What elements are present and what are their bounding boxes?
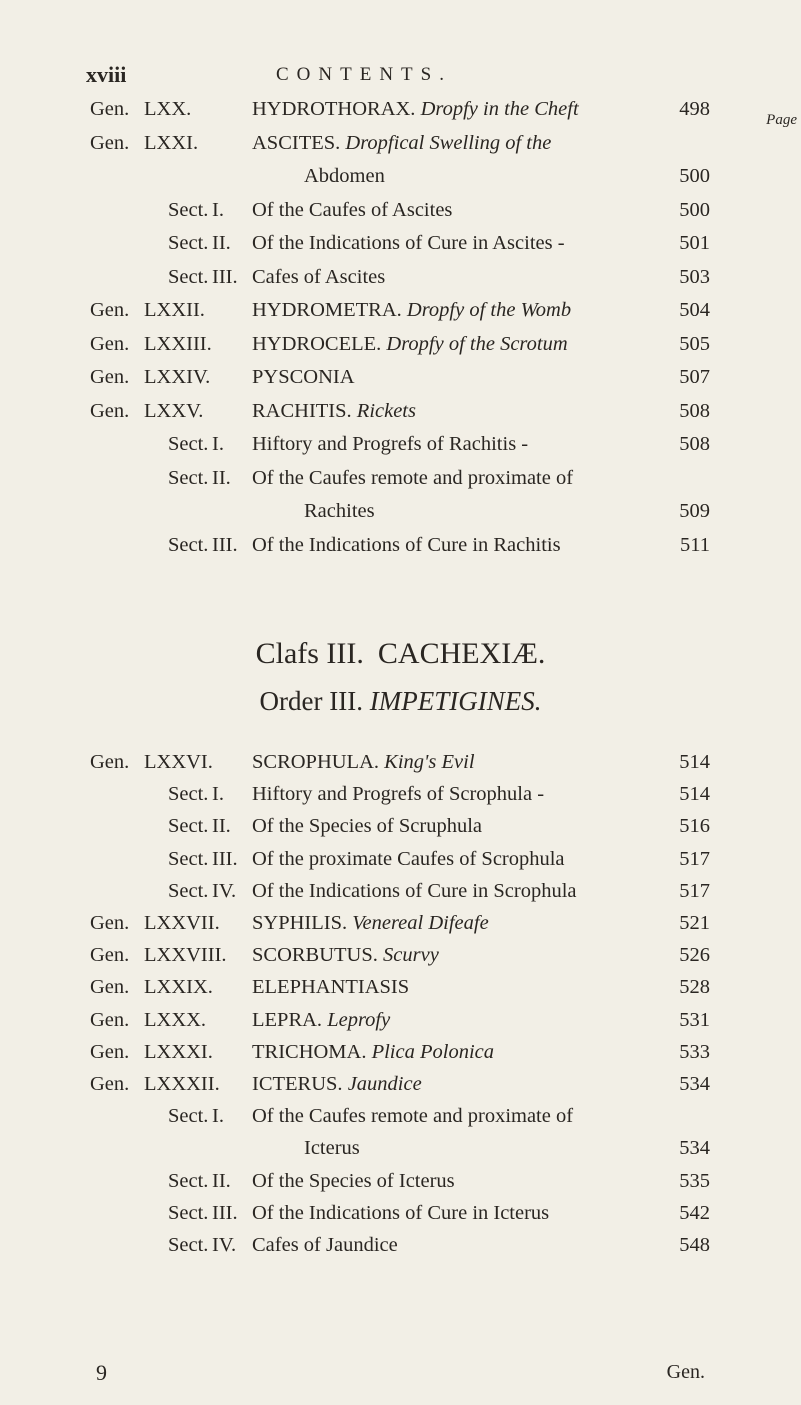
genus-title <box>252 1007 390 1033</box>
genus-label: Gen. <box>90 399 130 422</box>
genus-english-name: Venereal Difeafe <box>352 912 489 934</box>
genus-label: Gen. <box>90 912 130 934</box>
genus-label: Gen. <box>90 98 130 120</box>
page-number: 500 <box>679 165 710 187</box>
section-label: Sect. <box>168 1201 209 1224</box>
page-number: 534 <box>679 1073 710 1095</box>
section-number: II. <box>212 232 231 254</box>
section-number: III. <box>212 533 238 556</box>
section-title: Of the Indications of Cure in Scrophula <box>252 879 577 902</box>
genus-title <box>252 910 489 936</box>
section-title: Of the Caufes remote and proximate of <box>252 1105 574 1128</box>
page-number: 508 <box>679 399 710 422</box>
genus-label: Gen. <box>90 299 130 321</box>
section-label: Sect. <box>168 533 209 556</box>
section-number: IV. <box>212 879 237 902</box>
running-title: CONTENTS. <box>276 64 452 85</box>
section-number: I. <box>212 433 224 455</box>
order-heading <box>0 686 801 717</box>
genus-number: LXXXI. <box>144 1040 213 1063</box>
genus-number: LXXX. <box>144 1008 207 1031</box>
order-name: IMPETIGINES. <box>369 686 542 716</box>
page-number: 504 <box>679 299 710 321</box>
section-title: Cafes of Ascites <box>252 265 386 288</box>
section-label: Sect. <box>168 466 209 489</box>
genus-number: LXXIV. <box>144 366 211 388</box>
genus-label: Gen. <box>90 751 130 773</box>
catchword: Gen. <box>666 1361 705 1383</box>
page-number: 511 <box>680 533 710 556</box>
section-label: Sect. <box>168 879 209 902</box>
genus-name: PYSCONIA <box>252 366 355 388</box>
genus-english-name: Dropfy of the Womb <box>406 299 572 321</box>
section-title: Of the Indications of Cure in Ascites - <box>252 232 565 254</box>
page-number: 531 <box>679 1008 710 1031</box>
genus-title <box>252 297 571 323</box>
genus-label: Gen. <box>90 131 130 154</box>
page-number: 500 <box>679 198 710 221</box>
genus-english-name: Rickets <box>356 399 416 422</box>
genus-name: HYDROMETRA. <box>252 299 402 321</box>
section-title: Of the Indications of Cure in Icterus <box>252 1201 550 1224</box>
page-number: 507 <box>679 366 710 388</box>
genus-title <box>252 364 355 390</box>
genus-number: LXXII. <box>144 299 205 321</box>
section-number: III. <box>212 847 238 870</box>
section-label: Sect. <box>168 783 209 806</box>
section-number: IV. <box>212 1234 237 1256</box>
genus-name: HYDROCELE. <box>252 332 382 355</box>
section-number: II. <box>212 815 231 838</box>
section-title: Cafes of Jaundice <box>252 1234 398 1256</box>
genus-number: LXXV. <box>144 399 204 422</box>
page-number: 533 <box>679 1040 710 1063</box>
continued-title: Icterus <box>304 1137 360 1160</box>
genus-number: LXXVI. <box>144 751 213 773</box>
section-label: Sect. <box>168 815 209 838</box>
section-title: Of the Indications of Cure in Rachitis <box>252 533 561 556</box>
genus-label: Gen. <box>90 1008 130 1031</box>
section-title: Of the Caufes of Ascites <box>252 198 453 221</box>
page-column-label: Page <box>766 112 797 128</box>
page-number: 514 <box>679 751 710 773</box>
page-number: 505 <box>679 332 710 355</box>
genus-title <box>252 96 579 122</box>
genus-english-name: Scurvy <box>383 944 439 967</box>
page-number: 517 <box>679 879 710 902</box>
genus-title <box>252 1071 422 1097</box>
genus-name: LEPRA. <box>252 1008 323 1031</box>
genus-title <box>252 749 475 775</box>
genus-number: LXXVIII. <box>144 944 227 967</box>
page-folio: xviii <box>86 62 127 87</box>
genus-english-name: King's Evil <box>384 751 475 773</box>
genus-name: HYDROTHORAX. <box>252 98 416 120</box>
page-number: 517 <box>679 847 710 870</box>
section-title: Of the Caufes remote and proximate of <box>252 466 574 489</box>
genus-name: ASCITES. <box>252 131 341 154</box>
genus-title <box>252 398 416 424</box>
class-heading <box>0 637 801 671</box>
page-number: 498 <box>679 98 710 120</box>
genus-title <box>252 942 439 968</box>
page-number: 548 <box>679 1234 710 1256</box>
page-number: 542 <box>679 1201 710 1224</box>
page-number: 534 <box>679 1137 710 1160</box>
page-number: 508 <box>679 433 710 455</box>
genus-label: Gen. <box>90 976 130 999</box>
section-label: Sect. <box>168 1105 209 1128</box>
genus-name: SYPHILIS. <box>252 912 348 934</box>
genus-label: Gen. <box>90 332 130 355</box>
genus-name: SCROPHULA. <box>252 751 380 773</box>
section-label: Sect. <box>168 265 209 288</box>
genus-name: RACHITIS. <box>252 399 352 422</box>
genus-english-name: Leprofy <box>327 1008 391 1031</box>
section-label: Sect. <box>168 232 209 254</box>
order-label: Order III. <box>259 686 363 716</box>
page-number: 526 <box>679 944 710 967</box>
genus-label: Gen. <box>90 1040 130 1063</box>
genus-number: LXXXII. <box>144 1073 220 1095</box>
section-title: Hiftory and Progrefs of Rachitis - <box>252 433 529 455</box>
genus-english-name: Dropfy of the Scrotum <box>386 332 568 355</box>
section-number: I. <box>212 198 224 221</box>
page-number: 503 <box>679 265 710 288</box>
page-number: 509 <box>679 500 710 522</box>
section-title: Of the Species of Icterus <box>252 1169 455 1192</box>
genus-english-name: Jaundice <box>347 1073 422 1095</box>
section-number: II. <box>212 466 231 489</box>
page-header <box>86 62 701 90</box>
genus-label: Gen. <box>90 366 130 388</box>
section-label: Sect. <box>168 1169 209 1192</box>
signature-mark: 9 <box>96 1360 107 1385</box>
section-label: Sect. <box>168 433 209 455</box>
genus-name: ELEPHANTIASIS <box>252 976 410 999</box>
page-number: 521 <box>679 912 710 934</box>
genus-name: TRICHOMA. <box>252 1040 367 1063</box>
section-title: Of the proximate Caufes of Scrophula <box>252 847 565 870</box>
genus-title <box>252 974 409 1000</box>
section-number: I. <box>212 1105 224 1128</box>
genus-number: LXXVII. <box>144 912 220 934</box>
continued-title: Abdomen <box>304 165 385 187</box>
genus-number: LXXIX. <box>144 976 213 999</box>
genus-name: ICTERUS. <box>252 1073 343 1095</box>
page-number: 528 <box>679 976 710 999</box>
page-number: 501 <box>679 232 710 254</box>
genus-english-name: Dropfical Swelling of the <box>345 131 552 154</box>
section-title: Hiftory and Progrefs of Scrophula - <box>252 783 545 806</box>
genus-number: LXXI. <box>144 131 199 154</box>
genus-label: Gen. <box>90 944 130 967</box>
genus-number: LXXIII. <box>144 332 212 355</box>
continued-title: Rachites <box>304 500 375 522</box>
section-label: Sect. <box>168 847 209 870</box>
section-label: Sect. <box>168 1234 209 1256</box>
genus-number: LXX. <box>144 98 192 120</box>
genus-english-name: Plica Polonica <box>371 1040 494 1063</box>
genus-title <box>252 1039 494 1065</box>
page-number: 535 <box>679 1169 710 1192</box>
section-number: III. <box>212 265 238 288</box>
page-number: 516 <box>679 815 710 838</box>
page-number: 514 <box>679 783 710 806</box>
class-label: Clafs III. <box>255 637 364 670</box>
genus-label: Gen. <box>90 1073 130 1095</box>
genus-name: SCORBUTUS. <box>252 944 378 967</box>
genus-title <box>252 331 568 357</box>
section-title: Of the Species of Scruphula <box>252 815 482 838</box>
section-number: I. <box>212 783 224 806</box>
genus-title <box>252 130 551 156</box>
section-number: II. <box>212 1169 231 1192</box>
genus-english-name: Dropfy in the Cheft <box>420 98 579 120</box>
class-name: CACHEXIÆ. <box>377 637 546 670</box>
section-number: III. <box>212 1201 238 1224</box>
section-label: Sect. <box>168 198 209 221</box>
